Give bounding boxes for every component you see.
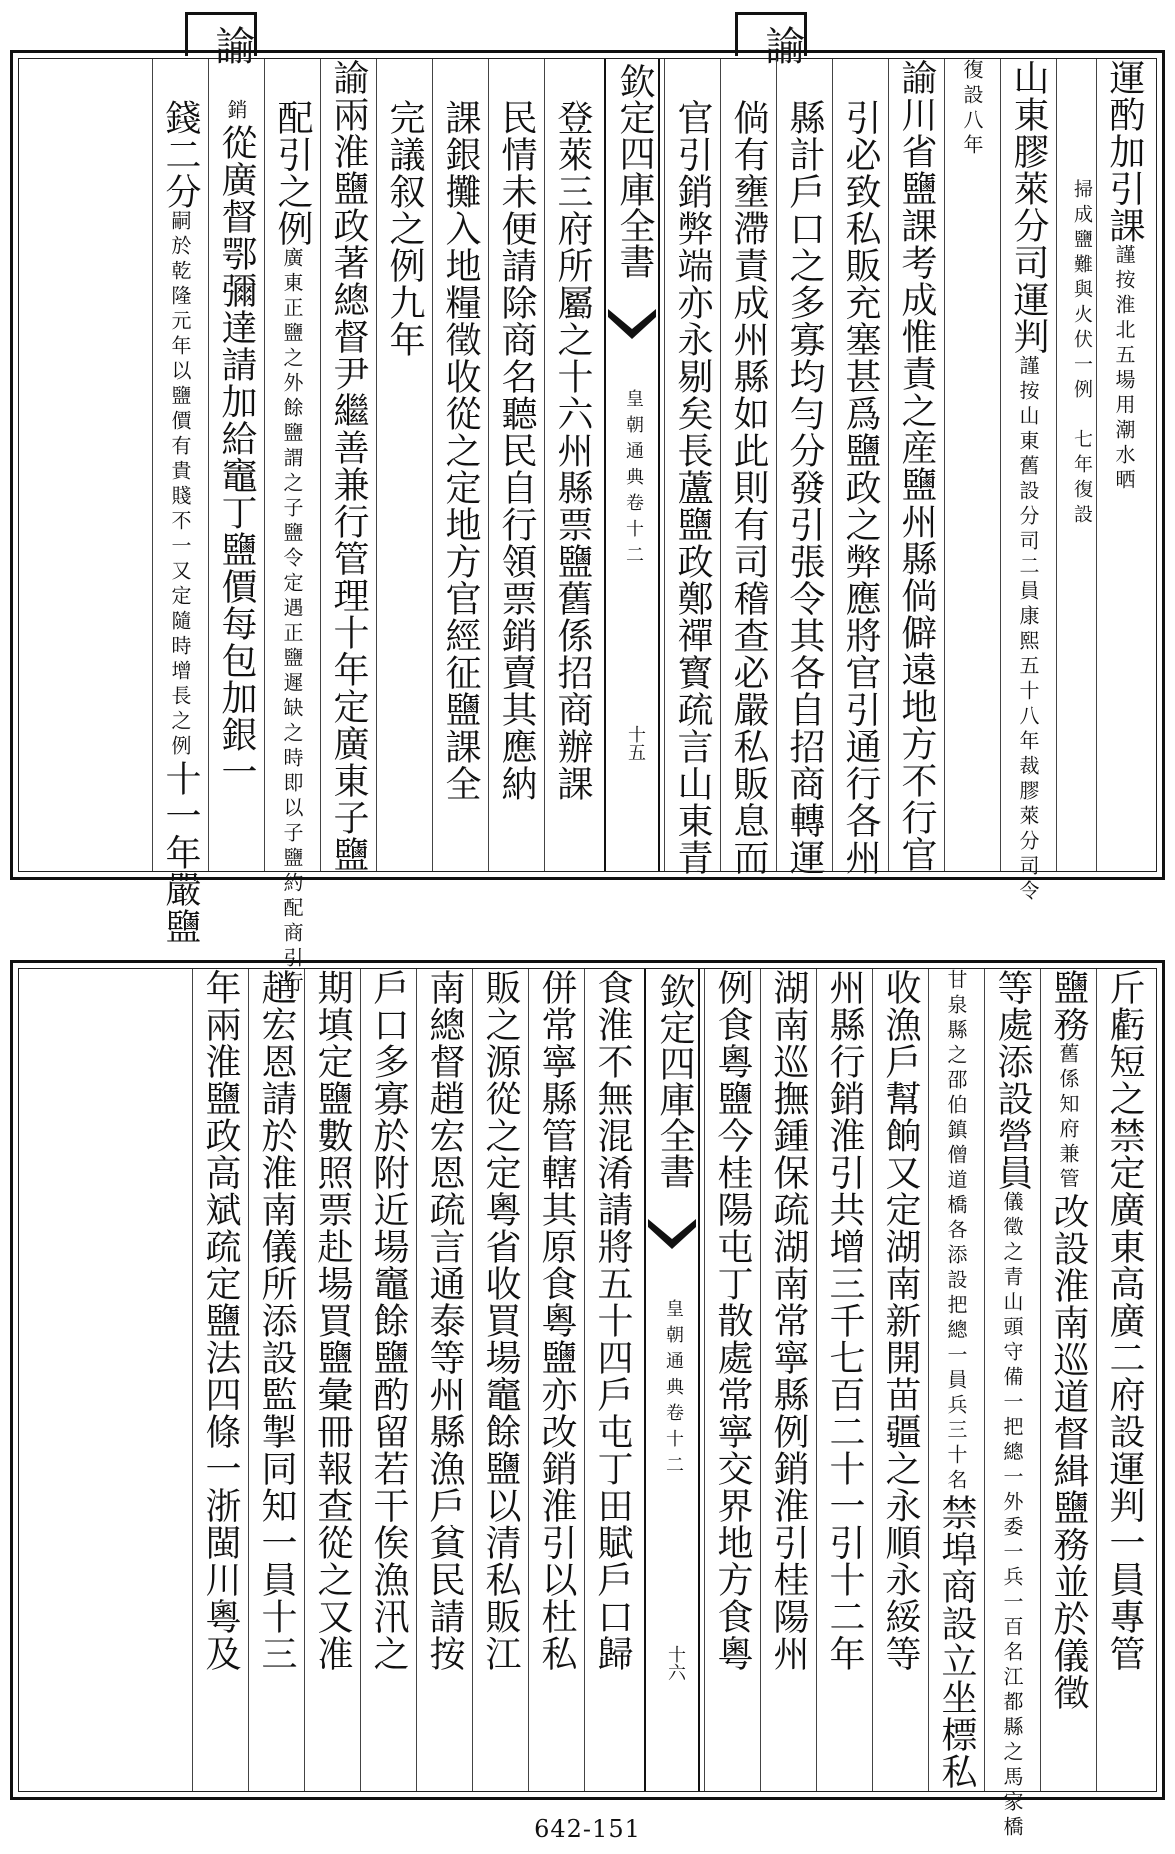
text-column: 湖南巡撫鍾保疏湖南常寧縣例銷淮引桂陽州 [760, 969, 816, 1791]
text-column: 等處添設營員儀徵之青山頭守備一把總一外委一兵一百名江都縣之馬家橋 [984, 969, 1040, 1791]
center-fold [644, 969, 700, 1791]
note-column: 掃成鹽難與火伏一例 七年復設 [1056, 59, 1096, 871]
leaf-number: 十六 [665, 1645, 686, 1681]
text-column: 官引銷弊端亦永剔矣長蘆鹽政鄭禪寳疏言山東青 [664, 59, 720, 871]
text-column: 趙宏恩請於淮南儀所添設監掣同知一員十三 [248, 969, 304, 1791]
text-column: 食淮不無混淆請將五十四戶屯丁田賦戶口歸 [584, 969, 640, 1791]
text-column: 年兩淮鹽政高斌疏定鹽法四條一浙閩川粵及 [192, 969, 248, 1791]
text-column: 民情未便請除商名聽民自行領票銷賣其應納 [488, 59, 544, 871]
text-column: 配引之例廣東正鹽之外餘鹽謂之子鹽令定遇正鹽遲缺之時即以子鹽約配商引行 [264, 59, 320, 871]
text-column: 鹽務舊係知府兼管改設淮南巡道督緝鹽務並於儀徵 [1040, 969, 1096, 1791]
text-column: 併常寧縣管轄其原食粵鹽亦改銷淮引以杜私 [528, 969, 584, 1791]
tab-label: 諭 [759, 25, 805, 65]
header-label: 欽定四庫全書 [614, 63, 655, 279]
top-page-frame [10, 50, 1165, 997]
center-fold [604, 59, 660, 871]
fishtail-mark-icon [608, 309, 656, 343]
text-column: 期填定鹽數照票赴場買鹽彙冊報查從之又准 [304, 969, 360, 1791]
text-column: 南總督趙宏恩疏言通泰等州縣漁戶貧民請按 [416, 969, 472, 1791]
header-label: 欽定四庫全書 [654, 973, 695, 1189]
text-column: 引必致私販充塞甚爲鹽政之弊應將官引通行各州 [832, 59, 888, 871]
book-title: 皇朝通典卷十二 [663, 1299, 684, 1481]
text-column: 販之源從之定粵省收買場竈餘鹽以清私販江 [472, 969, 528, 1791]
text-column: 完議叙之例九年 [376, 59, 432, 871]
text-column: 山東膠萊分司運判謹按山東舊設分司二員康熙五十八年裁膠萊分司令 [1000, 59, 1056, 871]
leaf-number: 十五 [625, 725, 646, 761]
text-column: 復設八年 [944, 59, 1000, 871]
text-column: 錢二分嗣於乾隆元年以鹽價有貴賤不一又定隨時增長之例十一年嚴鹽 [152, 59, 208, 871]
text-column: 課銀攤入地糧徵收從之定地方官經征鹽課全 [432, 59, 488, 871]
text-column: 登萊三府所屬之十六州縣票鹽舊係招商辦課 [544, 59, 600, 871]
text-column: 收漁戶幫餉又定湖南新開苗疆之永順永綏等 [872, 969, 928, 1791]
text-column: 銷從廣督鄂彌達請加給竈丁鹽價每包加銀一 [208, 59, 264, 871]
text-column: 戶口多寡於附近場竈餘鹽酌留若干俟漁汛之 [360, 969, 416, 1791]
text-column: 諭兩淮鹽政著總督尹繼善兼行管理十年定廣東子鹽 [320, 59, 376, 871]
fishtail-mark-icon [648, 1219, 696, 1253]
text-column: 諭川省鹽課考成惟責之産鹽州縣倘僻遠地方不行官 [888, 59, 944, 871]
text-column: 縣計戶口之多寡均勻分發引張令其各自招商轉運 [776, 59, 832, 871]
book-title: 皇朝通典卷十二 [623, 389, 644, 571]
text-column: 斤虧短之禁定廣東高廣二府設運判一員專管 [1096, 969, 1152, 1791]
tab-label: 諭 [209, 25, 255, 65]
text-column: 倘有壅滯責成州縣如此則有司稽查必嚴私販息而 [720, 59, 776, 871]
text-column: 例食粵鹽今桂陽屯丁散處常寧交界地方食粵 [704, 969, 760, 1791]
text-column: 州縣行銷淮引共增三千七百二十一引十二年 [816, 969, 872, 1791]
text-column: 甘泉縣之邵伯鎮僧道橋各添設把總一員兵三十名禁埠商設立坐標私 [928, 969, 984, 1791]
text-column: 運酌加引課謹按淮北五場用潮水晒 [1096, 59, 1152, 871]
page-footer-number: 642-151 [534, 1815, 641, 1843]
